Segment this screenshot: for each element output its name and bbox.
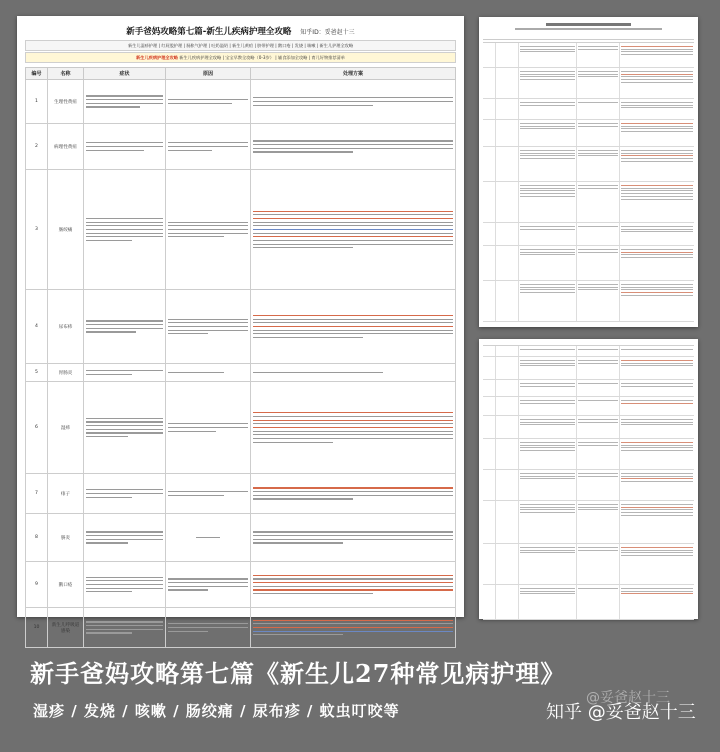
disease-name: 鹅口疮 [48, 562, 84, 608]
row-number: 5 [26, 364, 48, 382]
cause-cell [166, 80, 251, 124]
cause-cell [166, 562, 251, 608]
table-row [26, 124, 456, 170]
cause-cell [166, 382, 251, 474]
treatment-cell [251, 124, 456, 170]
symptom-cell [84, 124, 166, 170]
treatment-cell [251, 562, 456, 608]
disease-table [25, 67, 456, 648]
cause-cell [166, 514, 251, 562]
author-label: 知乎ID：妥爸赵十三 [300, 29, 355, 36]
symptom-cell [84, 80, 166, 124]
treatment-cell [251, 80, 456, 124]
series-nav-row-highlight [25, 52, 456, 63]
thumbnail-table [483, 345, 694, 620]
row-number: 9 [26, 562, 48, 608]
series-nav-row: 新生儿湿疹护理 | 红屁股护理 | 肠胀气护理 | 吐奶溢奶 | 新生儿黄疸 | 脐带护理 | 鹅口疮 | 发烧 | 咳嗽 | 新生儿护理全攻略 [25, 40, 456, 51]
treatment-cell [251, 170, 456, 290]
series-nav-row-text: 新生儿疾病护理全攻略 | 宝宝早教全攻略（0-3岁） | 辅食添加全攻略 | 育儿好物推荐清单 [179, 55, 345, 60]
row-number: 6 [26, 382, 48, 474]
row-number: 4 [26, 290, 48, 364]
treatment-cell [251, 608, 456, 648]
cause-cell [166, 474, 251, 514]
caption-subtitle: 湿疹 / 发烧 / 咳嗽 / 肠绞痛 / 尿布疹 / 蚊虫叮咬等 [33, 702, 400, 720]
disease-name: 新生儿呼吸道感染 [48, 608, 84, 648]
table-row [26, 474, 456, 514]
column-header: 原因 [166, 68, 251, 80]
thumbnail-header [483, 23, 694, 40]
thumbnail-table [483, 42, 694, 322]
table-row [26, 290, 456, 364]
symptom-cell [84, 474, 166, 514]
table-row [26, 80, 456, 124]
disease-name: 病理性黄疸 [48, 124, 84, 170]
treatment-cell [251, 514, 456, 562]
treatment-cell [251, 364, 456, 382]
disease-name: 痱子 [48, 474, 84, 514]
row-number: 8 [26, 514, 48, 562]
symptom-cell [84, 562, 166, 608]
table-row [26, 364, 456, 382]
disease-name: 湿疹 [48, 382, 84, 474]
treatment-cell [251, 290, 456, 364]
cause-cell [166, 290, 251, 364]
row-number: 10 [26, 608, 48, 648]
main-document-page [17, 16, 464, 634]
table-header-row [26, 68, 456, 80]
row-number: 2 [26, 124, 48, 170]
table-row [26, 608, 456, 648]
page-thumbnail-top [479, 17, 698, 327]
disease-name: 尿布疹 [48, 290, 84, 364]
watermark-ghost: @妥爸赵十三 [586, 690, 670, 706]
table-row [26, 562, 456, 608]
document-title-text: 新手爸妈攻略第七篇-新生儿疾病护理全攻略 [126, 27, 292, 37]
current-article-highlight: 新生儿疾病护理全攻略 [136, 55, 178, 60]
table-row [26, 170, 456, 290]
column-header: 编号 [26, 68, 48, 80]
column-header: 症状 [84, 68, 166, 80]
symptom-cell [84, 290, 166, 364]
disease-name: 胃肠炎 [48, 364, 84, 382]
symptom-cell [84, 514, 166, 562]
table-row [26, 382, 456, 474]
row-number: 1 [26, 80, 48, 124]
row-number: 3 [26, 170, 48, 290]
treatment-cell [251, 382, 456, 474]
disease-name: 肠绞痛 [48, 170, 84, 290]
cause-cell [166, 124, 251, 170]
row-number: 7 [26, 474, 48, 514]
column-header: 处理方案 [251, 68, 456, 80]
symptom-cell [84, 364, 166, 382]
table-row [26, 514, 456, 562]
disease-name: 生理性黄疸 [48, 80, 84, 124]
page-thumbnail-bottom [479, 339, 698, 619]
watermark: 知乎 @妥爸赵十三 [546, 702, 696, 723]
document-title [17, 25, 464, 37]
symptom-cell [84, 608, 166, 648]
cause-cell [166, 608, 251, 648]
cause-cell [166, 364, 251, 382]
caption-title: 新手爸妈攻略第七篇《新生儿27种常见病护理》 [30, 659, 566, 688]
column-header: 名称 [48, 68, 84, 80]
symptom-cell [84, 170, 166, 290]
disease-name: 脐炎 [48, 514, 84, 562]
cause-cell [166, 170, 251, 290]
treatment-cell [251, 474, 456, 514]
symptom-cell [84, 382, 166, 474]
